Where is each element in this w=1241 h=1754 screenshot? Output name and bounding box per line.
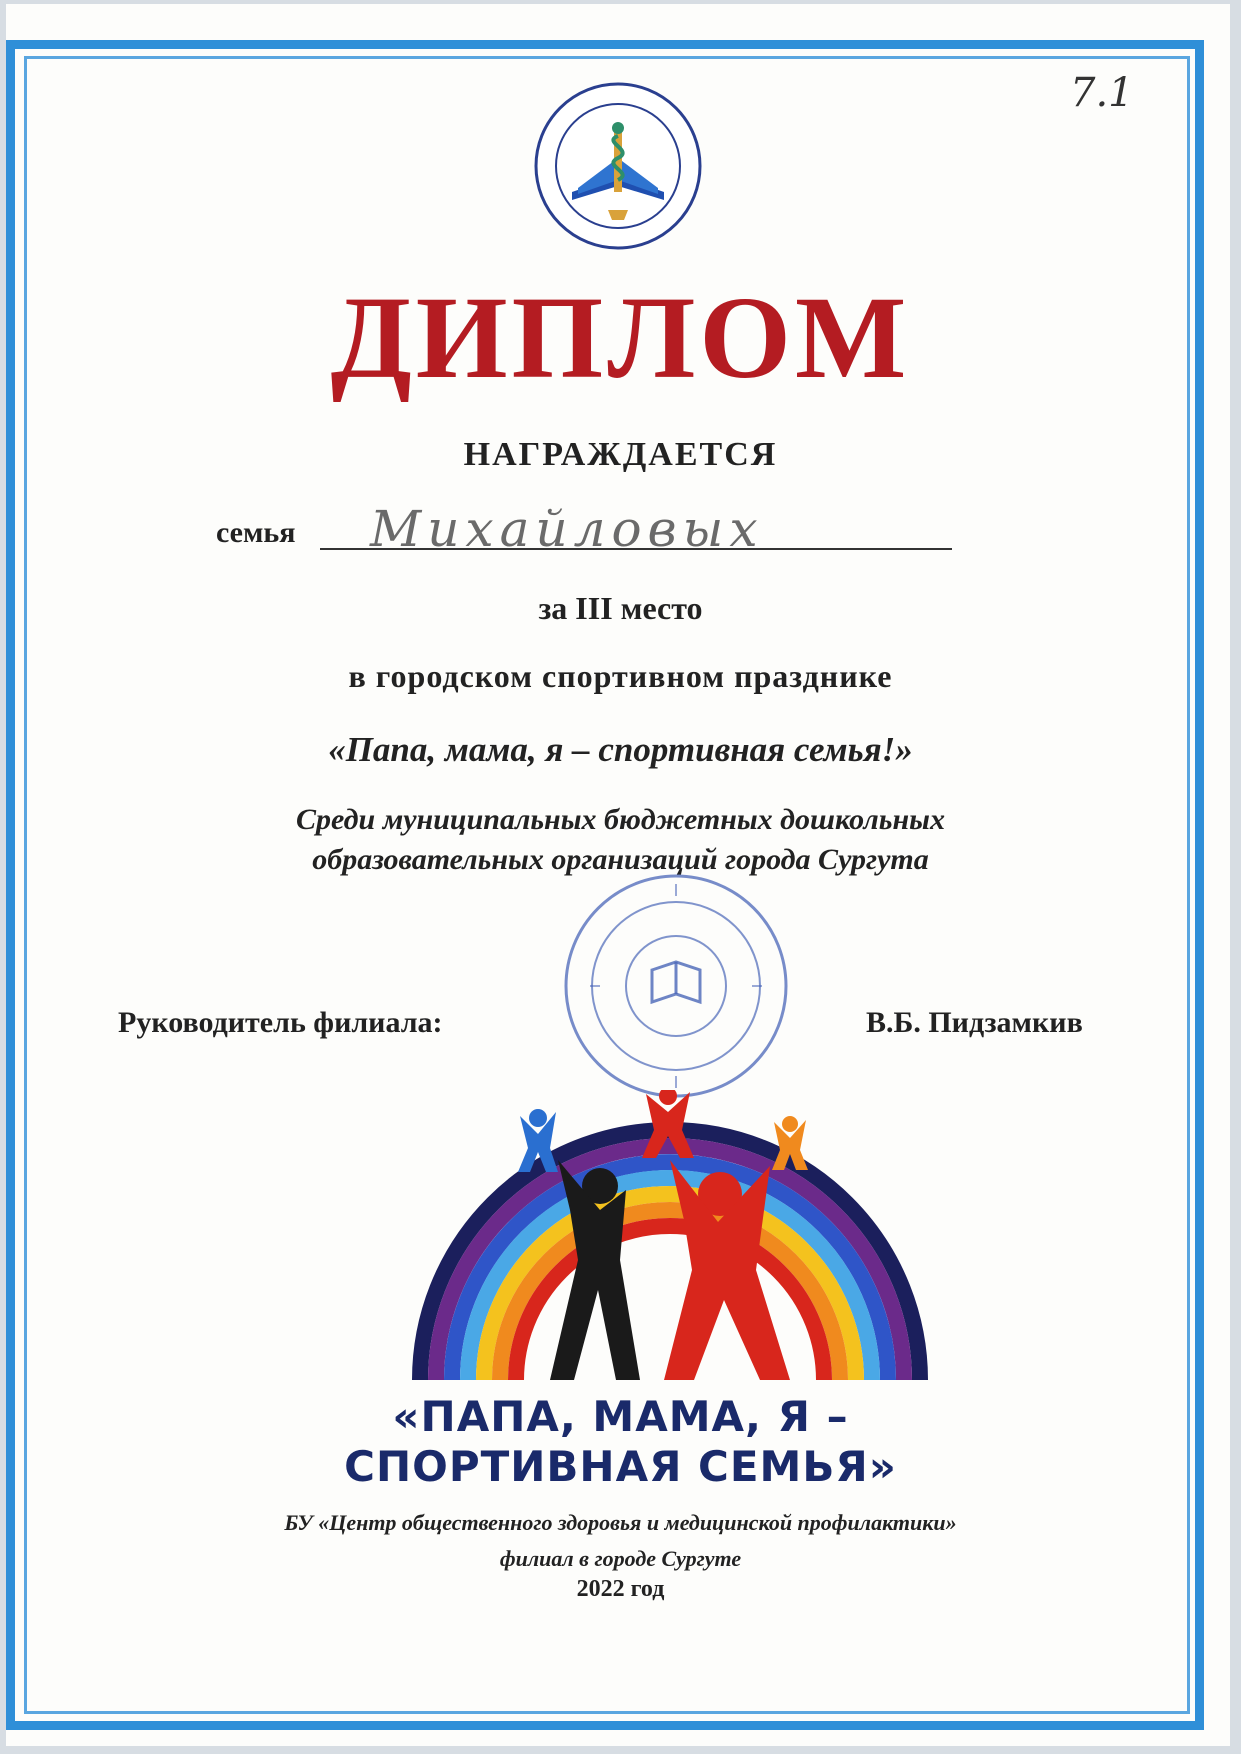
- among-line-1: Среди муниципальных бюджетных дошкольных: [296, 803, 945, 836]
- logo-caption: [0, 1392, 1241, 1492]
- event-name: «Папа, мама, я – спортивная семья!»: [328, 730, 913, 769]
- footer-year: 2022 год: [576, 1576, 665, 1602]
- footer-line-2: филиал в городе Сургуте: [499, 1546, 742, 1571]
- diploma-title: ДИПЛОМ: [330, 272, 911, 403]
- footer-line-1: БУ «Центр общественного здоровья и медицинской профилактики»: [284, 1510, 957, 1535]
- round-stamp-icon: [560, 870, 792, 1102]
- corner-mark: 7.1: [1070, 70, 1134, 116]
- among-text: [0, 800, 1241, 880]
- event-line: в городском спортивном празднике: [348, 658, 893, 694]
- family-label: семья: [216, 516, 296, 549]
- logo-caption-line-1: «ПАПА, МАМА, Я –: [392, 1392, 849, 1441]
- medical-book-emblem-icon: [532, 80, 704, 252]
- awarded-heading: НАГРАЖДАЕТСЯ: [463, 436, 778, 473]
- family-name-handwritten: Михайловых: [370, 500, 764, 558]
- place-line: за III место: [538, 590, 703, 626]
- signature-name: В.Б. Пидзамкив: [866, 1006, 1083, 1039]
- logo-caption-line-2: СПОРТИВНАЯ СЕМЬЯ»: [344, 1442, 897, 1491]
- family-rainbow-logo-icon: [390, 1090, 950, 1390]
- footer-organization: [0, 1505, 1241, 1577]
- among-line-2: образовательных организаций города Сургута: [312, 843, 929, 876]
- signature-role: Руководитель филиала:: [118, 1006, 443, 1039]
